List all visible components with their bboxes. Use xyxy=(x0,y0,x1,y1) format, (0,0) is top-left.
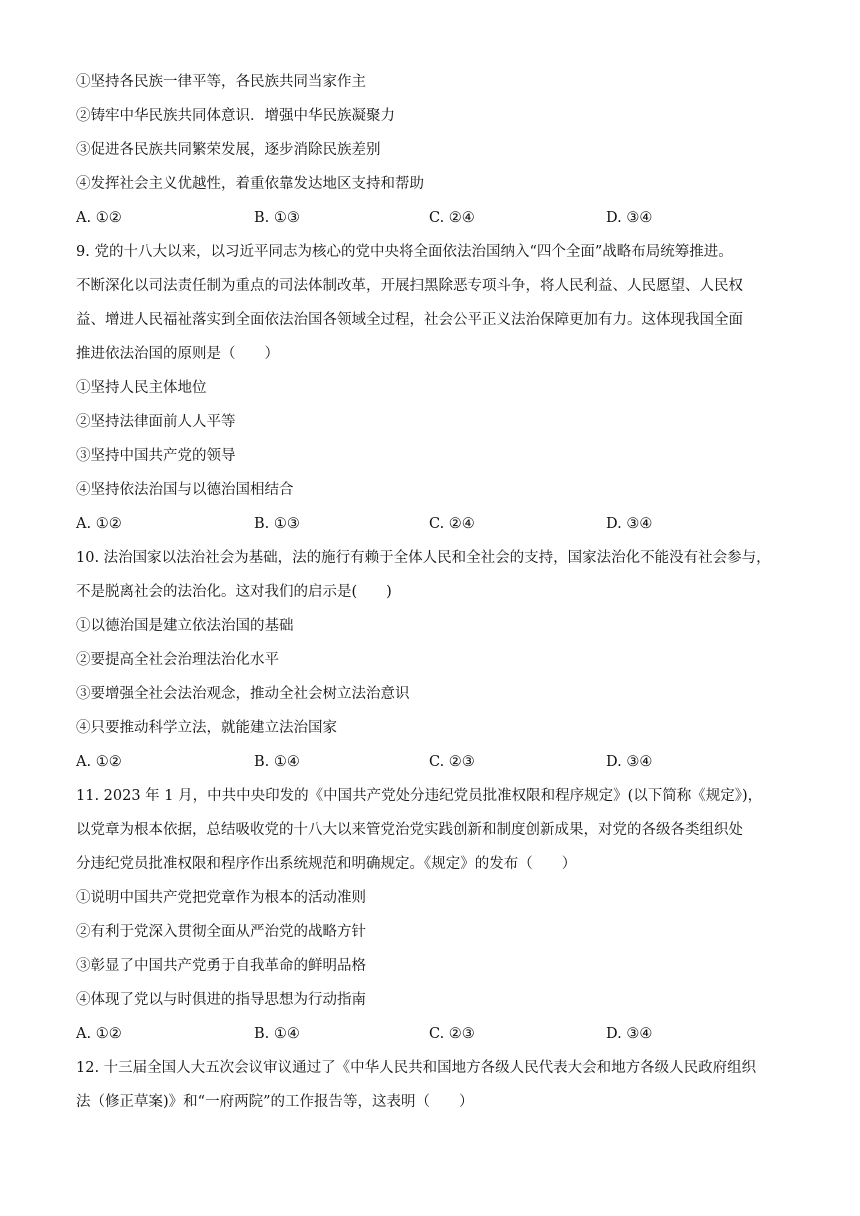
q10-statement-4: ④只要推动科学立法，就能建立法治国家 xyxy=(76,720,337,736)
q11-options xyxy=(76,1024,796,1044)
q11-stem-line-3: 分违纪党员批准权限和程序作出系统规范和明确规定。《规定》的发布（ ） xyxy=(76,856,577,872)
q8-statement-3: ③促进各民族共同繁荣发展，逐步消除民族差别 xyxy=(76,142,381,158)
q12-stem-line-2: 法（修正草案)》和“一府两院”的工作报告等，这表明（ ） xyxy=(76,1094,474,1110)
q8-statement-2: ②铸牢中华民族共同体意识．增强中华民族凝聚力 xyxy=(76,108,395,124)
q9-statement-1: ①坚持人民主体地位 xyxy=(76,380,207,396)
q11-statement-4: ④体现了党以与时俱进的指导思想为行动指南 xyxy=(76,992,366,1008)
q9-option-a[interactable]: A. ①② xyxy=(76,516,122,532)
q9-option-d[interactable]: D. ③④ xyxy=(606,516,653,532)
q9-stem-line-2: 不断深化以司法责任制为重点的司法体制改革，开展扫黑除恶专项斗争，将人民利益、人民愿望、人民权 xyxy=(76,278,743,294)
q10-stem-line-1: 10. 法治国家以法治社会为基础，法的施行有赖于全体人民和全社会的支持，国家法治化不能没有社会参与， xyxy=(76,550,771,566)
q9-stem-line-1: 9. 党的十八大以来，以习近平同志为核心的党中央将全面依法治国纳入“四个全面”战略布局统筹推进。 xyxy=(76,244,733,260)
q11-stem-line-2: 以党章为根本依据，总结吸收党的十八大以来管党治党实践创新和制度创新成果，对党的各级各类组织处 xyxy=(76,822,743,838)
q9-stem-line-3: 益、增进人民福祉落实到全面依法治国各领域全过程，社会公平正义法治保障更加有力。这体现我国全面 xyxy=(76,312,743,328)
q11-statement-1: ①说明中国共产党把党章作为根本的活动准则 xyxy=(76,890,366,906)
q11-option-d[interactable]: D. ③④ xyxy=(606,1026,653,1042)
q10-statement-1: ①以德治国是建立依法治国的基础 xyxy=(76,618,294,634)
q9-option-c[interactable]: C. ②④ xyxy=(429,516,475,532)
q11-option-b[interactable]: B. ①④ xyxy=(254,1026,300,1042)
q12-stem-line-1: 12. 十三届全国人大五次会议审议通过了《中华人民共和国地方各级人民代表大会和地方各级人民政府组织 xyxy=(76,1060,757,1076)
q9-statement-2: ②坚持法律面前人人平等 xyxy=(76,414,236,430)
q9-option-b[interactable]: B. ①③ xyxy=(254,516,300,532)
q8-statement-1: ①坚持各民族一律平等，各民族共同当家作主 xyxy=(76,74,366,90)
q9-stem-line-4: 推进依法治国的原则是（ ） xyxy=(76,346,279,362)
q11-statement-2: ②有利于党深入贯彻全面从严治党的战略方针 xyxy=(76,924,366,940)
q10-option-b[interactable]: B. ①④ xyxy=(254,754,300,770)
q9-statement-3: ③坚持中国共产党的领导 xyxy=(76,448,236,464)
q10-statement-2: ②要提高全社会治理法治化水平 xyxy=(76,652,279,668)
q8-options xyxy=(76,208,796,228)
q11-option-c[interactable]: C. ②③ xyxy=(429,1026,475,1042)
q11-statement-3: ③彰显了中国共产党勇于自我革命的鲜明品格 xyxy=(76,958,366,974)
q8-option-a[interactable]: A. ①② xyxy=(76,210,122,226)
q9-options xyxy=(76,514,796,534)
q10-option-c[interactable]: C. ②③ xyxy=(429,754,475,770)
q10-option-d[interactable]: D. ③④ xyxy=(606,754,653,770)
q10-options xyxy=(76,752,796,772)
q11-stem-line-1: 11. 2023 年 1 月，中共中央印发的《中国共产党处分违纪党员批准权限和程序规定》(以下简称《规定》)， xyxy=(76,788,763,804)
q8-option-b[interactable]: B. ①③ xyxy=(254,210,300,226)
q11-option-a[interactable]: A. ①② xyxy=(76,1026,122,1042)
q10-option-a[interactable]: A. ①② xyxy=(76,754,122,770)
q10-stem-line-2: 不是脱离社会的法治化。这对我们的启示是( ) xyxy=(76,584,392,600)
q9-statement-4: ④坚持依法治国与以德治国相结合 xyxy=(76,482,294,498)
q8-statement-4: ④发挥社会主义优越性，着重依靠发达地区支持和帮助 xyxy=(76,176,424,192)
q8-option-c[interactable]: C. ②④ xyxy=(429,210,475,226)
q10-statement-3: ③要增强全社会法治观念，推动全社会树立法治意识 xyxy=(76,686,410,702)
q8-option-d[interactable]: D. ③④ xyxy=(606,210,653,226)
